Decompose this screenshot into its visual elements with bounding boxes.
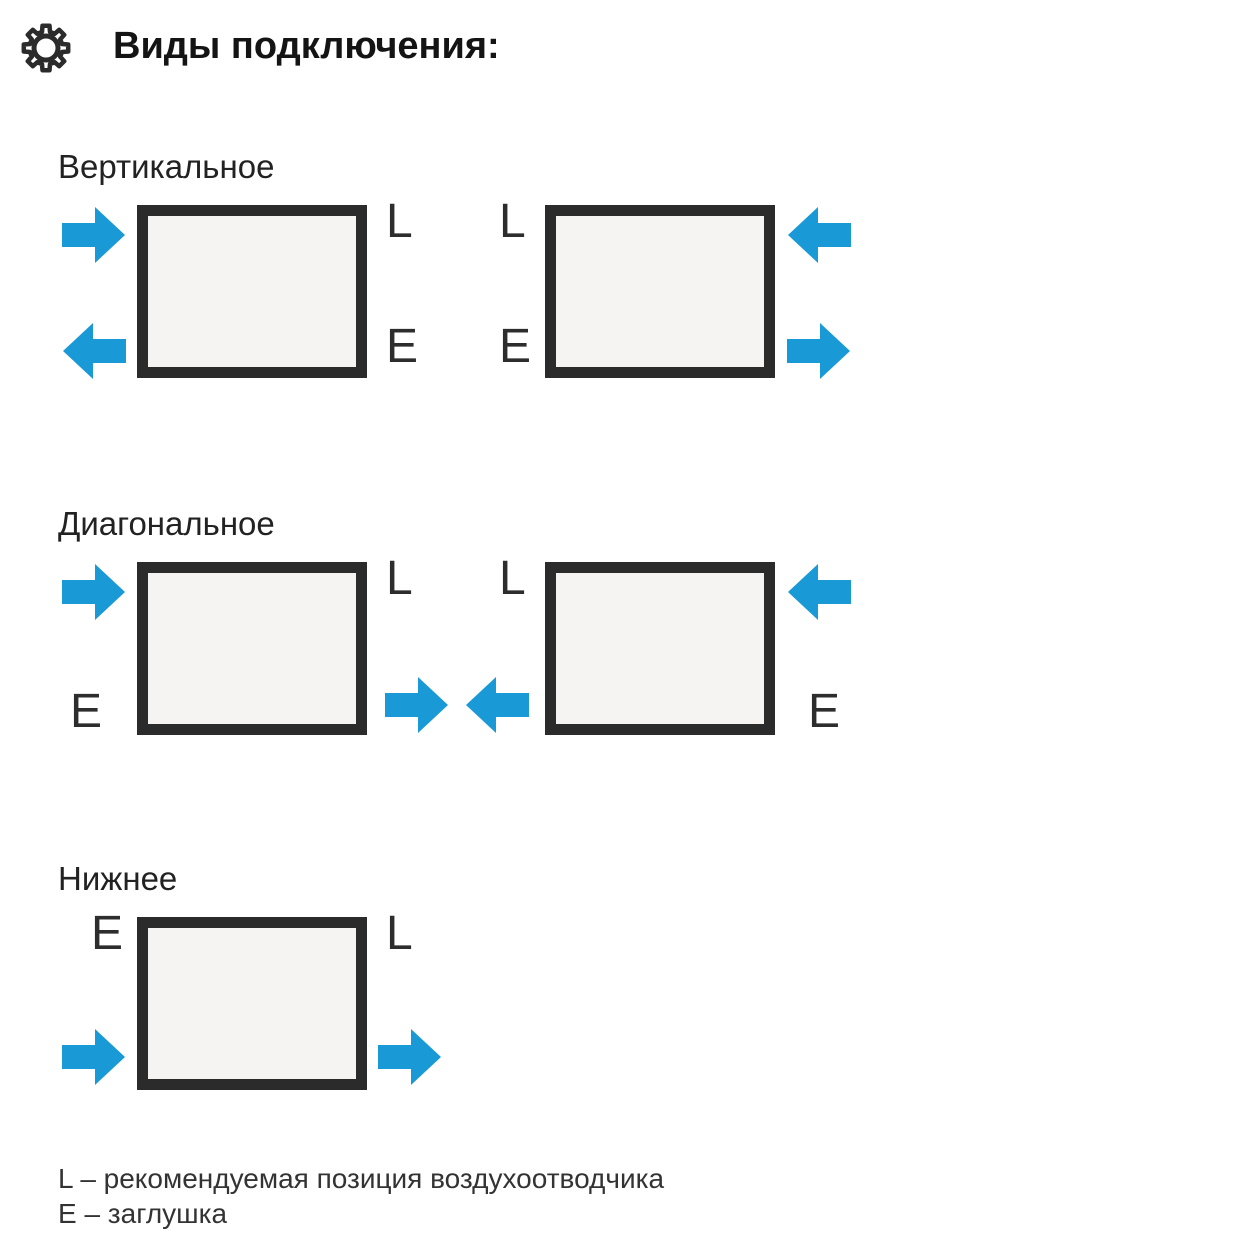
- radiator-rect: [137, 917, 367, 1090]
- gear-icon: [20, 22, 72, 74]
- outlet-arrow-icon: [62, 322, 126, 380]
- plug-label: E: [808, 685, 841, 738]
- air-vent-label: L: [499, 552, 526, 605]
- legend-line-air-vent: L – рекомендуемая позиция воздухоотводчика: [58, 1163, 665, 1194]
- section-title-bottom: Нижнее: [58, 860, 178, 897]
- air-vent-label: L: [386, 195, 413, 248]
- radiator-rect: [545, 562, 775, 735]
- outlet-arrow-icon: [385, 676, 449, 734]
- radiator-rect: [137, 205, 367, 378]
- air-vent-label: L: [499, 195, 526, 248]
- diagram-vertical-right: [499, 195, 775, 378]
- diagram-diagonal-right: [499, 552, 841, 738]
- inlet-arrow-icon: [62, 1028, 126, 1086]
- inlet-arrow-icon: [62, 206, 126, 264]
- outlet-arrow-icon: [465, 676, 529, 734]
- air-vent-label: L: [386, 552, 413, 605]
- page-title: Виды подключения:: [113, 25, 500, 67]
- section-title-vertical: Вертикальное: [58, 148, 275, 185]
- plug-label: E: [499, 320, 532, 373]
- section-title-diagonal: Диагональное: [58, 505, 275, 542]
- inlet-arrow-icon: [62, 563, 126, 621]
- diagram-diagonal-left: [70, 552, 413, 738]
- plug-label: E: [386, 320, 419, 373]
- radiator-rect: [137, 562, 367, 735]
- inlet-arrow-icon: [787, 206, 851, 264]
- legend: [58, 1161, 664, 1231]
- legend-line-plug: E – заглушка: [58, 1198, 228, 1229]
- plug-label: E: [91, 907, 124, 960]
- diagram-vertical-left: [137, 195, 419, 378]
- outlet-arrow-icon: [378, 1028, 442, 1086]
- radiator-rect: [545, 205, 775, 378]
- air-vent-label: L: [386, 907, 413, 960]
- plug-label: E: [70, 685, 103, 738]
- outlet-arrow-icon: [787, 322, 851, 380]
- diagram-bottom: [91, 907, 413, 1090]
- inlet-arrow-icon: [787, 563, 851, 621]
